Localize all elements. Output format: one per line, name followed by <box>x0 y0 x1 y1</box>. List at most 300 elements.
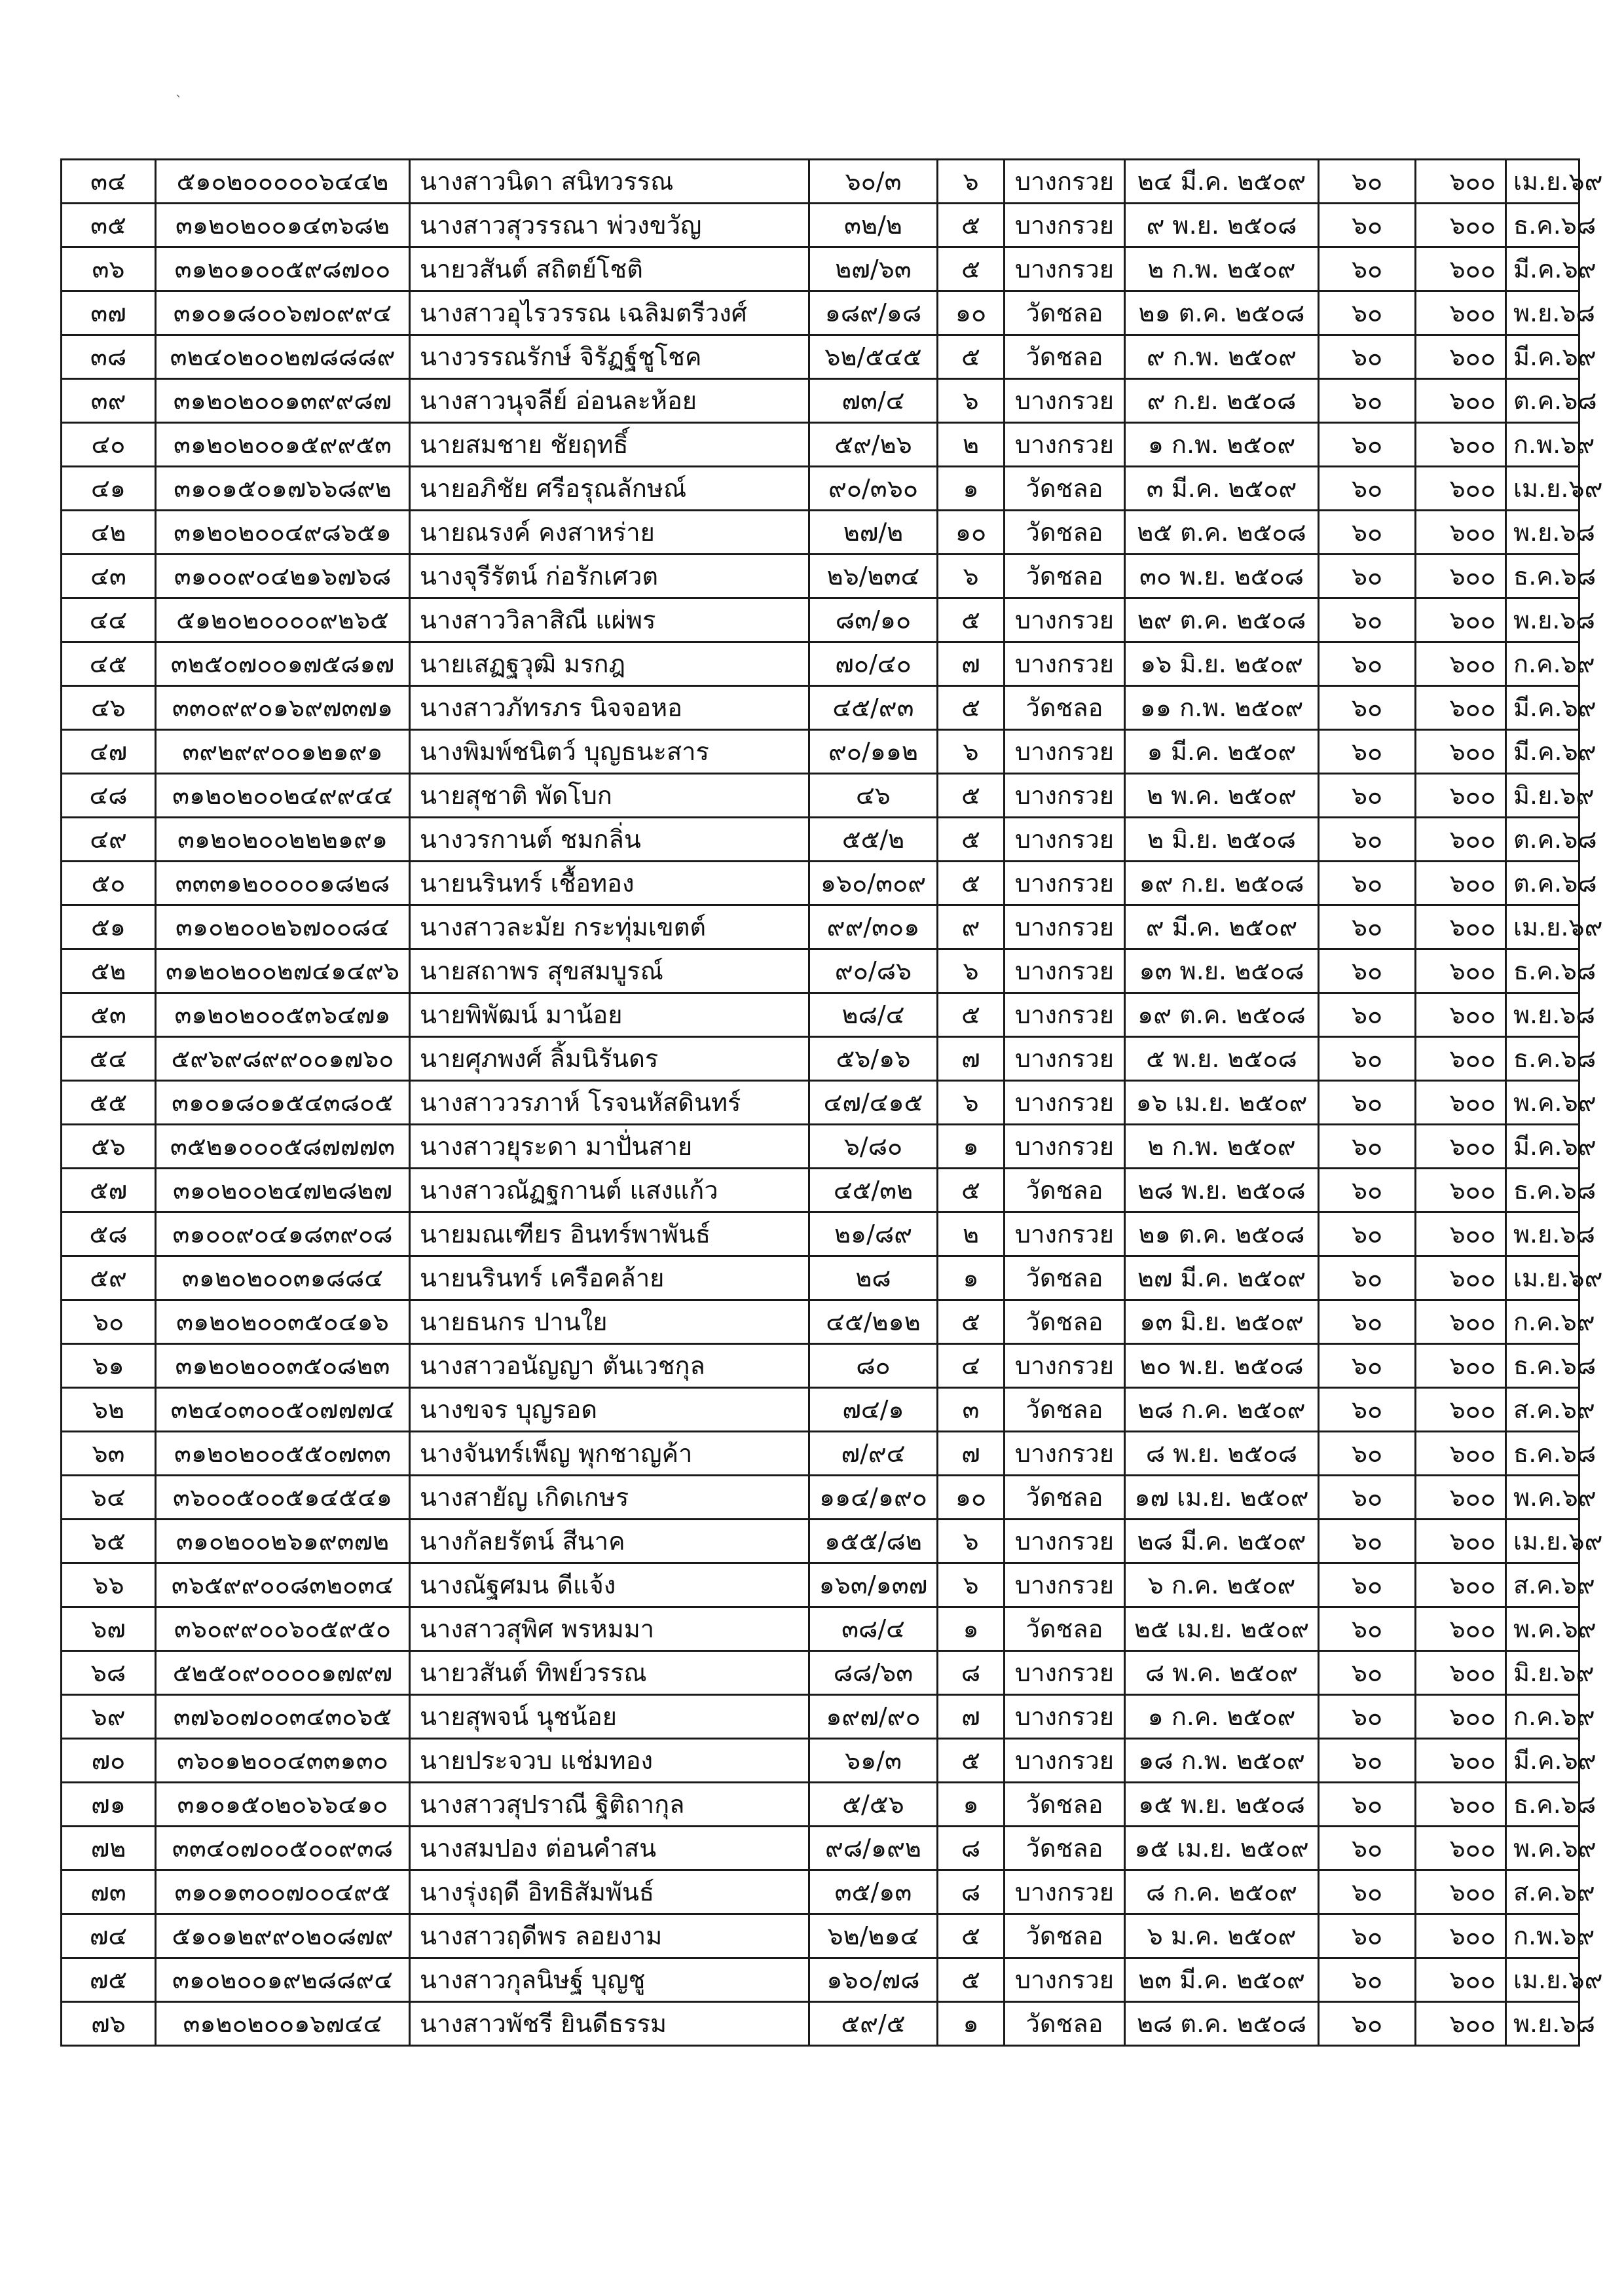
cell-full-name: นายพิพัฒน์ มาน้อย <box>410 993 809 1037</box>
cell-full-name: นางสาวนุจลีย์ อ่อนละห้อย <box>410 379 809 423</box>
cell-house-number: ๕๕/๒ <box>809 818 938 862</box>
cell-house-number: ๗๔/๑ <box>809 1388 938 1432</box>
table-row <box>62 1827 1579 1870</box>
table-row <box>62 1651 1579 1695</box>
cell-village-no: ๕ <box>938 1958 1005 2002</box>
cell-row-number: ๕๒ <box>62 949 156 993</box>
cell-age: ๖๐ <box>1319 1476 1416 1520</box>
cell-citizen-id: ๓๑๐๒๐๐๒๖๑๙๓๗๒ <box>156 1520 410 1563</box>
cell-house-number: ๑๖๐/๗๘ <box>809 1958 938 2002</box>
cell-citizen-id: ๓๑๒๐๒๐๐๓๕๐๔๑๖ <box>156 1300 410 1344</box>
cell-village-no: ๑ <box>938 2002 1005 2046</box>
cell-village-no: ๖ <box>938 555 1005 598</box>
cell-house-number: ๖/๘๐ <box>809 1125 938 1169</box>
cell-row-number: ๔๖ <box>62 686 156 730</box>
table-row <box>62 1563 1579 1607</box>
cell-area: บางกรวย <box>1005 1037 1125 1081</box>
cell-allowance-amount: ๖๐๐ <box>1416 160 1506 204</box>
cell-row-number: ๕๕ <box>62 1081 156 1125</box>
cell-village-no: ๘ <box>938 1870 1005 1914</box>
cell-row-number: ๔๕ <box>62 642 156 686</box>
cell-citizen-id: ๓๒๕๐๗๐๐๑๗๕๘๑๗ <box>156 642 410 686</box>
cell-citizen-id: ๓๓๓๑๒๐๐๐๐๑๘๒๘ <box>156 862 410 905</box>
cell-village-no: ๕ <box>938 818 1005 862</box>
cell-start-month: เม.ย.๖๙ <box>1506 905 1579 949</box>
table-row <box>62 774 1579 818</box>
cell-full-name: นางณัฐศมน ดีแจ้ง <box>410 1563 809 1607</box>
cell-birth-date: ๒๘ ต.ค. ๒๕๐๘ <box>1125 2002 1319 2046</box>
cell-area: วัดชลอ <box>1005 1256 1125 1300</box>
cell-start-month: พ.ค.๖๙ <box>1506 1607 1579 1651</box>
cell-birth-date: ๒๘ ก.ค. ๒๕๐๙ <box>1125 1388 1319 1432</box>
cell-citizen-id: ๓๑๒๐๒๐๐๑๓๙๙๘๗ <box>156 379 410 423</box>
cell-row-number: ๗๖ <box>62 2002 156 2046</box>
table-row <box>62 862 1579 905</box>
cell-house-number: ๓๘/๔ <box>809 1607 938 1651</box>
cell-area: บางกรวย <box>1005 774 1125 818</box>
cell-birth-date: ๖ ก.ค. ๒๕๐๙ <box>1125 1563 1319 1607</box>
cell-allowance-amount: ๖๐๐ <box>1416 862 1506 905</box>
table-row <box>62 1037 1579 1081</box>
cell-age: ๖๐ <box>1319 204 1416 247</box>
cell-birth-date: ๒ มิ.ย. ๒๕๐๘ <box>1125 818 1319 862</box>
cell-full-name: นางวรกานต์ ชมกลิ่น <box>410 818 809 862</box>
cell-house-number: ๙๐/๘๖ <box>809 949 938 993</box>
cell-house-number: ๑๖๓/๑๓๗ <box>809 1563 938 1607</box>
cell-start-month: ส.ค.๖๙ <box>1506 1870 1579 1914</box>
cell-start-month: ต.ค.๖๘ <box>1506 818 1579 862</box>
cell-age: ๖๐ <box>1319 291 1416 335</box>
cell-house-number: ๖๒/๕๔๕ <box>809 335 938 379</box>
cell-village-no: ๒ <box>938 1212 1005 1256</box>
cell-citizen-id: ๓๑๒๐๒๐๐๑๖๗๔๔ <box>156 2002 410 2046</box>
cell-allowance-amount: ๖๐๐ <box>1416 1212 1506 1256</box>
cell-age: ๖๐ <box>1319 1827 1416 1870</box>
cell-row-number: ๖๒ <box>62 1388 156 1432</box>
cell-area: บางกรวย <box>1005 993 1125 1037</box>
cell-house-number: ๑๑๔/๑๙๐ <box>809 1476 938 1520</box>
table-row <box>62 1739 1579 1783</box>
cell-area: บางกรวย <box>1005 818 1125 862</box>
cell-citizen-id: ๕๙๖๙๘๙๙๐๐๑๗๖๐ <box>156 1037 410 1081</box>
cell-start-month: ธ.ค.๖๘ <box>1506 1432 1579 1476</box>
cell-allowance-amount: ๖๐๐ <box>1416 1739 1506 1783</box>
cell-birth-date: ๒๐ พ.ย. ๒๕๐๘ <box>1125 1344 1319 1388</box>
cell-citizen-id: ๕๑๐๒๐๐๐๐๐๖๔๔๒ <box>156 160 410 204</box>
cell-row-number: ๕๐ <box>62 862 156 905</box>
cell-area: บางกรวย <box>1005 1958 1125 2002</box>
cell-row-number: ๗๔ <box>62 1914 156 1958</box>
cell-house-number: ๓๒/๒ <box>809 204 938 247</box>
cell-house-number: ๘๓/๑๐ <box>809 598 938 642</box>
cell-start-month: ธ.ค.๖๘ <box>1506 555 1579 598</box>
cell-village-no: ๕ <box>938 598 1005 642</box>
cell-full-name: นายนรินทร์ เครือคล้าย <box>410 1256 809 1300</box>
cell-house-number: ๒๖/๒๓๔ <box>809 555 938 598</box>
cell-village-no: ๖ <box>938 730 1005 774</box>
cell-village-no: ๖ <box>938 1081 1005 1125</box>
cell-house-number: ๑๘๙/๑๘ <box>809 291 938 335</box>
cell-age: ๖๐ <box>1319 1081 1416 1125</box>
cell-area: บางกรวย <box>1005 160 1125 204</box>
cell-village-no: ๑๐ <box>938 291 1005 335</box>
cell-citizen-id: ๓๒๔๐๒๐๐๒๗๘๘๘๙ <box>156 335 410 379</box>
cell-village-no: ๒ <box>938 423 1005 467</box>
table-row <box>62 1300 1579 1344</box>
cell-row-number: ๔๗ <box>62 730 156 774</box>
table-row <box>62 1125 1579 1169</box>
cell-area: วัดชลอ <box>1005 555 1125 598</box>
cell-citizen-id: ๓๑๒๐๒๐๐๒๔๙๙๔๔ <box>156 774 410 818</box>
cell-house-number: ๒๗/๒ <box>809 511 938 555</box>
cell-allowance-amount: ๖๐๐ <box>1416 1870 1506 1914</box>
cell-allowance-amount: ๖๐๐ <box>1416 423 1506 467</box>
cell-birth-date: ๑ มี.ค. ๒๕๐๙ <box>1125 730 1319 774</box>
cell-row-number: ๖๐ <box>62 1300 156 1344</box>
cell-birth-date: ๑๕ พ.ย. ๒๕๐๘ <box>1125 1783 1319 1827</box>
cell-house-number: ๕/๕๖ <box>809 1783 938 1827</box>
cell-full-name: นางสายัญ เกิดเกษร <box>410 1476 809 1520</box>
table-row <box>62 993 1579 1037</box>
cell-full-name: นายวสันต์ ทิพย์วรรณ <box>410 1651 809 1695</box>
cell-age: ๖๐ <box>1319 993 1416 1037</box>
cell-village-no: ๑ <box>938 467 1005 511</box>
cell-start-month: มี.ค.๖๙ <box>1506 1125 1579 1169</box>
cell-allowance-amount: ๖๐๐ <box>1416 949 1506 993</box>
cell-row-number: ๔๓ <box>62 555 156 598</box>
cell-age: ๖๐ <box>1319 1783 1416 1827</box>
cell-full-name: นางสาวละมัย กระทุ่มเขตต์ <box>410 905 809 949</box>
cell-row-number: ๖๖ <box>62 1563 156 1607</box>
cell-allowance-amount: ๖๐๐ <box>1416 335 1506 379</box>
cell-village-no: ๖ <box>938 949 1005 993</box>
cell-start-month: พ.ค.๖๙ <box>1506 1827 1579 1870</box>
cell-allowance-amount: ๖๐๐ <box>1416 379 1506 423</box>
cell-birth-date: ๑๗ เม.ย. ๒๕๐๙ <box>1125 1476 1319 1520</box>
cell-age: ๖๐ <box>1319 1037 1416 1081</box>
cell-row-number: ๕๔ <box>62 1037 156 1081</box>
cell-full-name: นางสาวกุลนิษฐ์ บุญชู <box>410 1958 809 2002</box>
cell-citizen-id: ๓๑๒๐๒๐๐๒๒๒๑๙๑ <box>156 818 410 862</box>
cell-allowance-amount: ๖๐๐ <box>1416 2002 1506 2046</box>
cell-house-number: ๕๙/๕ <box>809 2002 938 2046</box>
cell-house-number: ๓๕/๑๓ <box>809 1870 938 1914</box>
cell-age: ๖๐ <box>1319 1300 1416 1344</box>
cell-citizen-id: ๓๒๔๐๓๐๐๕๐๗๗๗๔ <box>156 1388 410 1432</box>
table-row <box>62 642 1579 686</box>
cell-full-name: นางสาวสุพิศ พรหมมา <box>410 1607 809 1651</box>
cell-citizen-id: ๓๖๐๑๒๐๐๔๓๓๑๓๐ <box>156 1739 410 1783</box>
cell-area: บางกรวย <box>1005 949 1125 993</box>
cell-village-no: ๖ <box>938 379 1005 423</box>
cell-village-no: ๕ <box>938 1300 1005 1344</box>
table-row <box>62 1344 1579 1388</box>
cell-birth-date: ๖ ม.ค. ๒๕๐๙ <box>1125 1914 1319 1958</box>
cell-row-number: ๕๓ <box>62 993 156 1037</box>
cell-citizen-id: ๓๑๒๐๒๐๐๓๑๘๘๔ <box>156 1256 410 1300</box>
cell-full-name: นายมณเฑียร อินทร์พาพันธ์ <box>410 1212 809 1256</box>
cell-full-name: นางสาวนิดา สนิทวรรณ <box>410 160 809 204</box>
table-row <box>62 555 1579 598</box>
cell-house-number: ๖๒/๒๑๔ <box>809 1914 938 1958</box>
cell-village-no: ๑๐ <box>938 511 1005 555</box>
table-row <box>62 730 1579 774</box>
cell-full-name: นางสาวอนัญญา ตันเวชกุล <box>410 1344 809 1388</box>
cell-row-number: ๓๗ <box>62 291 156 335</box>
cell-village-no: ๕ <box>938 247 1005 291</box>
cell-allowance-amount: ๖๐๐ <box>1416 555 1506 598</box>
cell-age: ๖๐ <box>1319 1563 1416 1607</box>
table-row <box>62 1212 1579 1256</box>
cell-allowance-amount: ๖๐๐ <box>1416 905 1506 949</box>
cell-area: วัดชลอ <box>1005 1914 1125 1958</box>
cell-citizen-id: ๓๑๐๑๘๐๑๕๔๓๘๐๕ <box>156 1081 410 1125</box>
cell-birth-date: ๑๖ เม.ย. ๒๕๐๙ <box>1125 1081 1319 1125</box>
cell-birth-date: ๒๓ มี.ค. ๒๕๐๙ <box>1125 1958 1319 2002</box>
cell-row-number: ๖๑ <box>62 1344 156 1388</box>
cell-birth-date: ๙ ก.ย. ๒๕๐๘ <box>1125 379 1319 423</box>
cell-full-name: นางสาวยุระดา มาปั่นสาย <box>410 1125 809 1169</box>
cell-allowance-amount: ๖๐๐ <box>1416 818 1506 862</box>
cell-village-no: ๑๐ <box>938 1476 1005 1520</box>
cell-village-no: ๗ <box>938 1695 1005 1739</box>
table-row <box>62 1783 1579 1827</box>
cell-age: ๖๐ <box>1319 642 1416 686</box>
cell-house-number: ๒๘ <box>809 1256 938 1300</box>
cell-village-no: ๕ <box>938 335 1005 379</box>
table-row <box>62 2002 1579 2046</box>
cell-start-month: ต.ค.๖๘ <box>1506 379 1579 423</box>
cell-house-number: ๙๙/๓๐๑ <box>809 905 938 949</box>
cell-birth-date: ๑๑ ก.พ. ๒๕๐๙ <box>1125 686 1319 730</box>
cell-allowance-amount: ๖๐๐ <box>1416 1256 1506 1300</box>
cell-start-month: มี.ค.๖๙ <box>1506 730 1579 774</box>
cell-village-no: ๕ <box>938 862 1005 905</box>
cell-full-name: นางพิมพ์ชนิตว์ บุญธนะสาร <box>410 730 809 774</box>
cell-citizen-id: ๓๓๔๐๗๐๐๕๐๐๙๓๘ <box>156 1827 410 1870</box>
cell-citizen-id: ๓๑๒๐๒๐๐๑๔๓๖๘๒ <box>156 204 410 247</box>
cell-area: บางกรวย <box>1005 598 1125 642</box>
cell-citizen-id: ๓๑๐๐๙๐๔๑๘๓๙๐๘ <box>156 1212 410 1256</box>
cell-age: ๖๐ <box>1319 1212 1416 1256</box>
cell-house-number: ๑๖๐/๓๐๙ <box>809 862 938 905</box>
cell-row-number: ๕๗ <box>62 1169 156 1212</box>
cell-citizen-id: ๓๑๐๒๐๐๒๖๗๐๐๘๔ <box>156 905 410 949</box>
table-row <box>62 291 1579 335</box>
cell-age: ๖๐ <box>1319 1388 1416 1432</box>
cell-age: ๖๐ <box>1319 598 1416 642</box>
cell-birth-date: ๕ พ.ย. ๒๕๐๘ <box>1125 1037 1319 1081</box>
table-row <box>62 1520 1579 1563</box>
cell-village-no: ๑ <box>938 1607 1005 1651</box>
cell-age: ๖๐ <box>1319 511 1416 555</box>
cell-village-no: ๕ <box>938 1739 1005 1783</box>
cell-village-no: ๗ <box>938 1037 1005 1081</box>
cell-row-number: ๔๙ <box>62 818 156 862</box>
cell-house-number: ๘๐ <box>809 1344 938 1388</box>
cell-citizen-id: ๓๑๒๐๒๐๐๓๕๐๘๒๓ <box>156 1344 410 1388</box>
cell-age: ๖๐ <box>1319 379 1416 423</box>
cell-house-number: ๙๐/๓๖๐ <box>809 467 938 511</box>
cell-age: ๖๐ <box>1319 905 1416 949</box>
cell-area: บางกรวย <box>1005 247 1125 291</box>
cell-birth-date: ๙ พ.ย. ๒๕๐๘ <box>1125 204 1319 247</box>
cell-start-month: ธ.ค.๖๘ <box>1506 1783 1579 1827</box>
cell-row-number: ๕๑ <box>62 905 156 949</box>
cell-house-number: ๗๓/๔ <box>809 379 938 423</box>
cell-start-month: พ.ค.๖๙ <box>1506 1476 1579 1520</box>
cell-village-no: ๕ <box>938 1914 1005 1958</box>
cell-area: วัดชลอ <box>1005 1388 1125 1432</box>
cell-allowance-amount: ๖๐๐ <box>1416 247 1506 291</box>
cell-citizen-id: ๕๑๒๐๒๐๐๐๐๙๒๖๕ <box>156 598 410 642</box>
cell-citizen-id: ๓๑๒๐๒๐๐๑๕๙๙๕๓ <box>156 423 410 467</box>
cell-row-number: ๕๙ <box>62 1256 156 1300</box>
cell-area: บางกรวย <box>1005 862 1125 905</box>
cell-citizen-id: ๓๕๒๑๐๐๐๕๘๗๗๗๓ <box>156 1125 410 1169</box>
table-row <box>62 686 1579 730</box>
table-row <box>62 1388 1579 1432</box>
cell-area: บางกรวย <box>1005 1212 1125 1256</box>
cell-allowance-amount: ๖๐๐ <box>1416 686 1506 730</box>
cell-birth-date: ๒ ก.พ. ๒๕๐๙ <box>1125 1125 1319 1169</box>
cell-village-no: ๖ <box>938 1520 1005 1563</box>
cell-allowance-amount: ๖๐๐ <box>1416 467 1506 511</box>
cell-full-name: นางสาววรภาห์ โรจนหัสดินทร์ <box>410 1081 809 1125</box>
cell-house-number: ๒๑/๘๙ <box>809 1212 938 1256</box>
cell-citizen-id: ๓๑๐๑๕๐๒๐๖๖๔๑๐ <box>156 1783 410 1827</box>
cell-village-no: ๖ <box>938 160 1005 204</box>
cell-house-number: ๑๕๕/๘๒ <box>809 1520 938 1563</box>
cell-row-number: ๖๗ <box>62 1607 156 1651</box>
cell-allowance-amount: ๖๐๐ <box>1416 730 1506 774</box>
cell-age: ๖๐ <box>1319 1607 1416 1651</box>
cell-allowance-amount: ๖๐๐ <box>1416 598 1506 642</box>
table-row <box>62 1081 1579 1125</box>
cell-house-number: ๗/๙๔ <box>809 1432 938 1476</box>
cell-area: วัดชลอ <box>1005 291 1125 335</box>
cell-age: ๖๐ <box>1319 160 1416 204</box>
cell-start-month: ธ.ค.๖๘ <box>1506 949 1579 993</box>
cell-start-month: ธ.ค.๖๘ <box>1506 1037 1579 1081</box>
cell-start-month: พ.ย.๖๘ <box>1506 511 1579 555</box>
cell-full-name: นายสุชาติ พัดโบก <box>410 774 809 818</box>
cell-age: ๖๐ <box>1319 423 1416 467</box>
cell-age: ๖๐ <box>1319 555 1416 598</box>
cell-area: บางกรวย <box>1005 204 1125 247</box>
cell-start-month: เม.ย.๖๙ <box>1506 160 1579 204</box>
cell-start-month: มี.ค.๖๙ <box>1506 686 1579 730</box>
table-row <box>62 1958 1579 2002</box>
cell-area: วัดชลอ <box>1005 1607 1125 1651</box>
cell-citizen-id: ๓๑๐๑๘๐๐๖๗๐๙๙๔ <box>156 291 410 335</box>
cell-full-name: นางสาววิลาสิณี แผ่พร <box>410 598 809 642</box>
cell-village-no: ๗ <box>938 642 1005 686</box>
cell-age: ๖๐ <box>1319 774 1416 818</box>
cell-full-name: นายนรินทร์ เชื้อทอง <box>410 862 809 905</box>
cell-row-number: ๗๓ <box>62 1870 156 1914</box>
cell-allowance-amount: ๖๐๐ <box>1416 291 1506 335</box>
cell-birth-date: ๑๙ ต.ค. ๒๕๐๘ <box>1125 993 1319 1037</box>
cell-birth-date: ๒๘ มี.ค. ๒๕๐๙ <box>1125 1520 1319 1563</box>
table-body <box>62 160 1603 2046</box>
cell-full-name: นางจันทร์เพ็ญ พุกชาญค้า <box>410 1432 809 1476</box>
cell-area: วัดชลอ <box>1005 1169 1125 1212</box>
cell-house-number: ๔๗/๔๑๕ <box>809 1081 938 1125</box>
cell-village-no: ๖ <box>938 1563 1005 1607</box>
cell-citizen-id: ๓๓๐๙๙๐๑๖๙๗๓๗๑ <box>156 686 410 730</box>
cell-birth-date: ๙ มี.ค. ๒๕๐๙ <box>1125 905 1319 949</box>
cell-age: ๖๐ <box>1319 1125 1416 1169</box>
cell-village-no: ๕ <box>938 774 1005 818</box>
cell-citizen-id: ๓๖๐๙๙๐๐๖๐๕๙๕๐ <box>156 1607 410 1651</box>
cell-age: ๖๐ <box>1319 467 1416 511</box>
cell-birth-date: ๒๙ ต.ค. ๒๕๐๘ <box>1125 598 1319 642</box>
cell-citizen-id: ๓๙๒๙๙๐๐๑๒๑๙๑ <box>156 730 410 774</box>
cell-house-number: ๒๘/๔ <box>809 993 938 1037</box>
cell-full-name: นางรุ่งฤดี อิทธิสัมพันธ์ <box>410 1870 809 1914</box>
table-row <box>62 905 1579 949</box>
cell-age: ๖๐ <box>1319 2002 1416 2046</box>
cell-birth-date: ๑ ก.ค. ๒๕๐๙ <box>1125 1695 1319 1739</box>
cell-full-name: นายวสันต์ สถิตย์โชติ <box>410 247 809 291</box>
cell-allowance-amount: ๖๐๐ <box>1416 1695 1506 1739</box>
cell-start-month: ก.พ.๖๙ <box>1506 1914 1579 1958</box>
cell-start-month: มี.ค.๖๙ <box>1506 335 1579 379</box>
pension-recipient-table <box>60 158 1603 2047</box>
cell-full-name: นายประจวบ แช่มทอง <box>410 1739 809 1783</box>
cell-full-name: นายธนกร ปานใย <box>410 1300 809 1344</box>
cell-birth-date: ๘ พ.ย. ๒๕๐๘ <box>1125 1432 1319 1476</box>
cell-age: ๖๐ <box>1319 1344 1416 1388</box>
cell-area: บางกรวย <box>1005 379 1125 423</box>
cell-age: ๖๐ <box>1319 1169 1416 1212</box>
cell-birth-date: ๑๘ ก.พ. ๒๕๐๙ <box>1125 1739 1319 1783</box>
cell-area: บางกรวย <box>1005 423 1125 467</box>
cell-start-month: มี.ค.๖๙ <box>1506 1739 1579 1783</box>
cell-start-month: ต.ค.๖๘ <box>1506 862 1579 905</box>
cell-age: ๖๐ <box>1319 1651 1416 1695</box>
cell-allowance-amount: ๖๐๐ <box>1416 1783 1506 1827</box>
cell-village-no: ๑ <box>938 1783 1005 1827</box>
cell-area: วัดชลอ <box>1005 1827 1125 1870</box>
table-row <box>62 1432 1579 1476</box>
cell-full-name: นางวรรณรักษ์ จิรัฏฐ์ชูโชค <box>410 335 809 379</box>
cell-area: วัดชลอ <box>1005 1783 1125 1827</box>
cell-start-month: เม.ย.๖๙ <box>1506 1958 1579 2002</box>
cell-birth-date: ๑๙ ก.ย. ๒๕๐๘ <box>1125 862 1319 905</box>
cell-allowance-amount: ๖๐๐ <box>1416 993 1506 1037</box>
cell-birth-date: ๒๕ เม.ย. ๒๕๐๙ <box>1125 1607 1319 1651</box>
cell-full-name: นายสถาพร สุขสมบูรณ์ <box>410 949 809 993</box>
cell-start-month: พ.ย.๖๘ <box>1506 2002 1579 2046</box>
cell-citizen-id: ๓๑๐๑๓๐๐๗๐๐๔๙๕ <box>156 1870 410 1914</box>
cell-citizen-id: ๓๑๒๐๒๐๐๒๗๔๑๔๙๖ <box>156 949 410 993</box>
cell-village-no: ๕ <box>938 686 1005 730</box>
cell-citizen-id: ๕๒๕๐๙๐๐๐๐๑๗๙๗ <box>156 1651 410 1695</box>
table-row <box>62 1256 1579 1300</box>
cell-area: วัดชลอ <box>1005 2002 1125 2046</box>
cell-age: ๖๐ <box>1319 335 1416 379</box>
cell-start-month: ก.ค.๖๙ <box>1506 1695 1579 1739</box>
cell-area: บางกรวย <box>1005 1695 1125 1739</box>
cell-area: บางกรวย <box>1005 1651 1125 1695</box>
cell-allowance-amount: ๖๐๐ <box>1416 1958 1506 2002</box>
cell-house-number: ๙๐/๑๑๒ <box>809 730 938 774</box>
cell-allowance-amount: ๖๐๐ <box>1416 1827 1506 1870</box>
cell-start-month: เม.ย.๖๙ <box>1506 467 1579 511</box>
cell-area: บางกรวย <box>1005 1344 1125 1388</box>
